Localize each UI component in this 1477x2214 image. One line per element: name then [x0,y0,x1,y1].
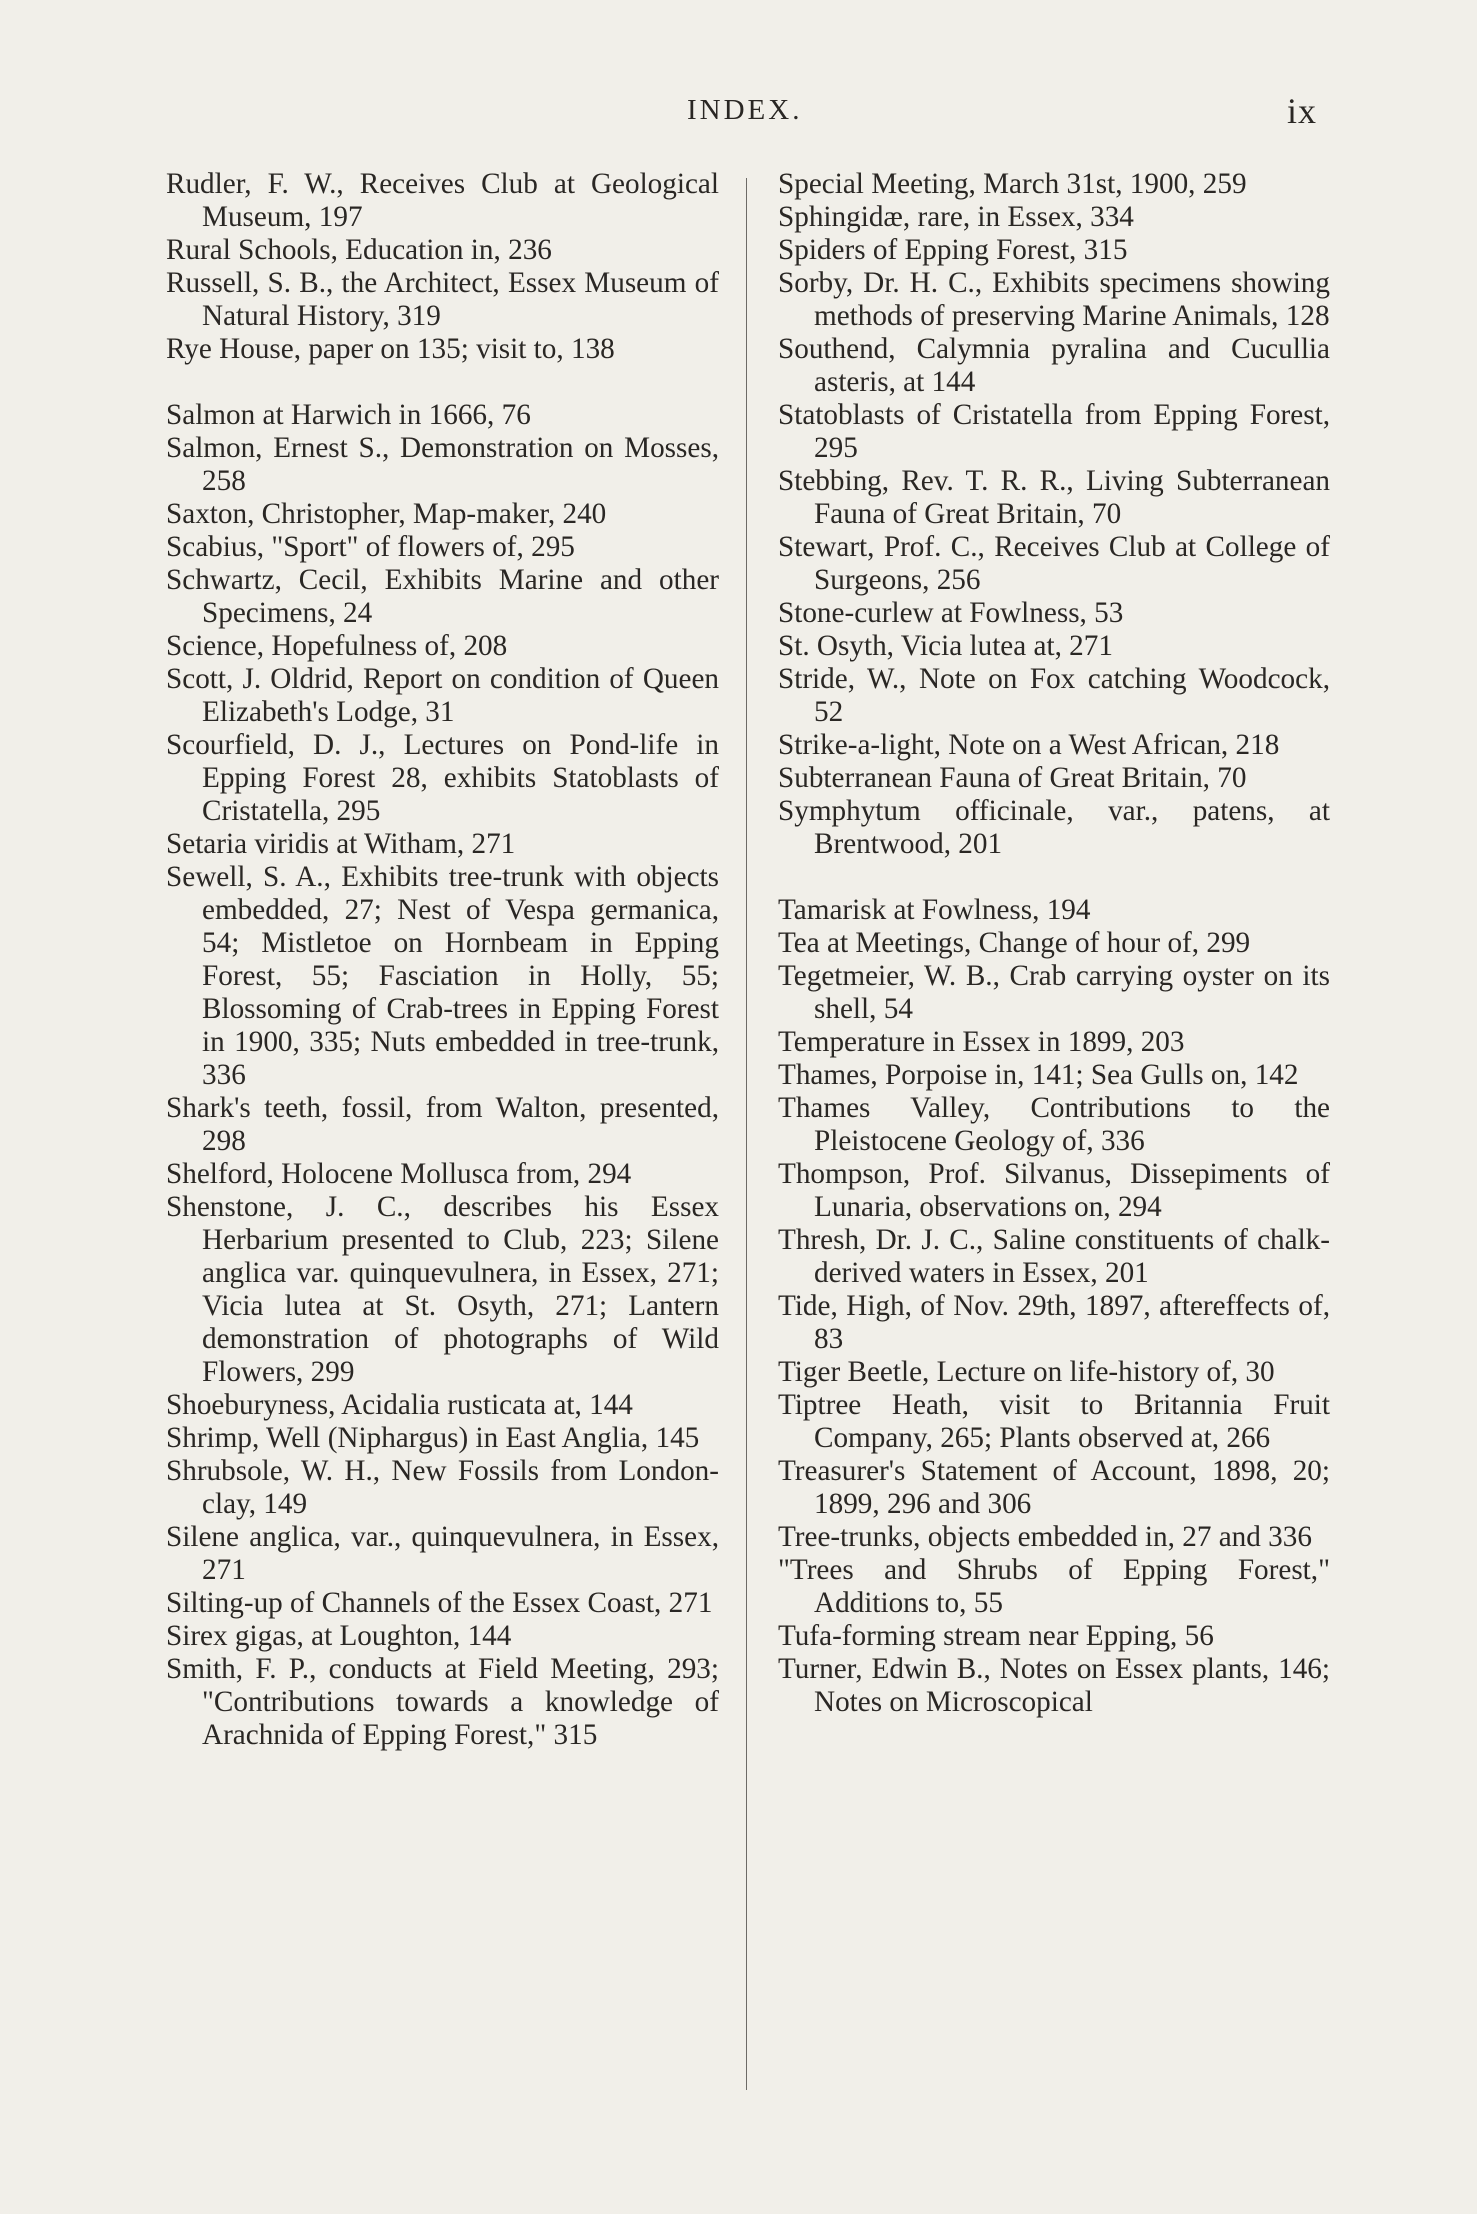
index-entry: Southend, Calymnia pyralina and Cucullia asteris, at 144 [778,333,1330,398]
index-entry: Thresh, Dr. J. C., Saline constituents of chalk-derived waters in Essex, 201 [778,1224,1330,1289]
index-entry: Shrubsole, W. H., New Fossils from London-clay, 149 [166,1455,719,1520]
index-entry: Statoblasts of Cristatella from Epping Forest, 295 [778,399,1330,464]
index-entry: Scabius, "Sport" of flowers of, 295 [166,531,575,563]
index-entry: Science, Hopefulness of, 208 [166,630,508,662]
index-entry: Smith, F. P., conducts at Field Meeting, 293; "Contributions towards a knowledge of Arachnida of Epping Forest," 315 [166,1653,719,1751]
index-entry: Rural Schools, Education in, 236 [166,234,552,266]
index-entry: Setaria viridis at Witham, 271 [166,828,516,860]
index-entry: Tegetmeier, W. B., Crab carrying oyster on its shell, 54 [778,960,1330,1025]
index-entry: Shrimp, Well (Niphargus) in East Anglia, 145 [166,1422,700,1454]
index-entry: Strike-a-light, Note on a West African, 218 [778,729,1280,761]
index-entry: Sorby, Dr. H. C., Exhibits specimens showing methods of preserving Marine Animals, 128 [778,267,1330,332]
index-entry: Scourfield, D. J., Lectures on Pond-life in Epping Forest 28, exhibits Statoblasts of Cristatella, 295 [166,729,719,827]
column-divider [746,178,747,2090]
index-entry: Stewart, Prof. C., Receives Club at College of Surgeons, 256 [778,531,1330,596]
index-entry: Shenstone, J. C., describes his Essex Herbarium presented to Club, 223; Silene anglica var. quinquevulnera, in Essex, 271; Vicia lutea at St. Osyth, 271; Lantern demonstration of photographs of Wild Flowers, 299 [166,1191,719,1388]
index-entry: Thames, Porpoise in, 141; Sea Gulls on, 142 [778,1059,1299,1091]
index-entry: Tiger Beetle, Lecture on life-history of, 30 [778,1356,1275,1388]
index-entry: Schwartz, Cecil, Exhibits Marine and other Specimens, 24 [166,564,719,629]
index-entry: Shark's teeth, fossil, from Walton, presented, 298 [166,1092,719,1157]
index-entry: Stebbing, Rev. T. R. R., Living Subterranean Fauna of Great Britain, 70 [778,465,1330,530]
index-entry: Sewell, S. A., Exhibits tree-trunk with objects embedded, 27; Nest of Vespa germanica, 54; Mistletoe on Hornbeam in Epping Forest, 55; Fasciation in Holly, 55; Blossoming of Crab-trees in Epping Forest in 1900, 335; Nuts embedded in tree-trunk, 336 [166,861,719,1091]
index-entry: Subterranean Fauna of Great Britain, 70 [778,762,1247,794]
index-entry: "Trees and Shrubs of Epping Forest," Additions to, 55 [778,1554,1330,1619]
index-entry: Tamarisk at Fowlness, 194 [778,894,1091,926]
index-entry: Special Meeting, March 31st, 1900, 259 [778,168,1247,200]
index-entry: Tufa-forming stream near Epping, 56 [778,1620,1214,1652]
index-entry: Tea at Meetings, Change of hour of, 299 [778,927,1251,959]
index-entry: Tiptree Heath, visit to Britannia Fruit Company, 265; Plants observed at, 266 [778,1389,1330,1454]
index-entry: Symphytum officinale, var., patens, at Brentwood, 201 [778,795,1330,860]
index-entry: Turner, Edwin B., Notes on Essex plants, 146; Notes on Microscopical [778,1653,1330,1718]
index-entry: Stone-curlew at Fowlness, 53 [778,597,1124,629]
left-column [166,168,719,1752]
index-entry: Rudler, F. W., Receives Club at Geological Museum, 197 [166,168,719,233]
index-entry: Stride, W., Note on Fox catching Woodcock, 52 [778,663,1330,728]
index-entry: Tide, High, of Nov. 29th, 1897, aftereffects of, 83 [778,1290,1330,1355]
index-entry: Thames Valley, Contributions to the Pleistocene Geology of, 336 [778,1092,1330,1157]
running-head [0,90,1477,136]
index-entry: Scott, J. Oldrid, Report on condition of Queen Elizabeth's Lodge, 31 [166,663,719,728]
index-entry: Russell, S. B., the Architect, Essex Museum of Natural History, 319 [166,267,719,332]
index-entry: Silene anglica, var., quinquevulnera, in Essex, 271 [166,1521,719,1586]
index-entry: Sirex gigas, at Loughton, 144 [166,1620,512,1652]
index-entry: Salmon, Ernest S., Demonstration on Mosses, 258 [166,432,719,497]
index-entry: Spiders of Epping Forest, 315 [778,234,1128,266]
index-entry: Saxton, Christopher, Map-maker, 240 [166,498,607,530]
index-entry: Treasurer's Statement of Account, 1898, 20; 1899, 296 and 306 [778,1455,1330,1520]
index-entry: Shelford, Holocene Mollusca from, 294 [166,1158,632,1190]
index-entry: Sphingidæ, rare, in Essex, 334 [778,201,1134,233]
index-entry: Temperature in Essex in 1899, 203 [778,1026,1185,1058]
index-entry: Thompson, Prof. Silvanus, Dissepiments of Lunaria, observations on, 294 [778,1158,1330,1223]
index-entry: Silting-up of Channels of the Essex Coast, 271 [166,1587,713,1619]
index-entry: Rye House, paper on 135; visit to, 138 [166,333,615,365]
index-entry: Tree-trunks, objects embedded in, 27 and 336 [778,1521,1312,1553]
index-entry: Salmon at Harwich in 1666, 76 [166,399,531,431]
right-column [778,168,1330,1719]
page-number: ix [1287,91,1318,131]
index-entry: Shoeburyness, Acidalia rusticata at, 144 [166,1389,633,1421]
index-entry: St. Osyth, Vicia lutea at, 271 [778,630,1113,662]
running-title: INDEX. [687,94,803,126]
